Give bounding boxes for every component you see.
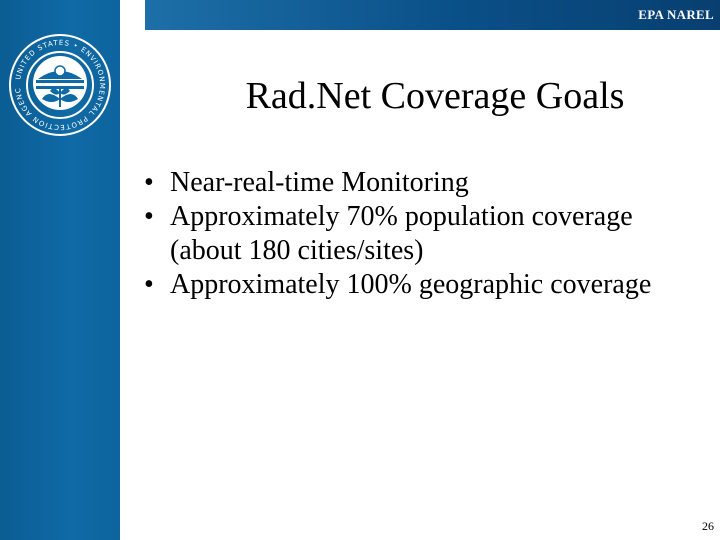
seal-ring-text: UNITED STATES • ENVIRONMENTAL PROTECTION AGENC — [13, 38, 107, 132]
epa-seal-icon — [8, 33, 112, 137]
bullet-list — [140, 166, 710, 302]
bullet-item: • Approximately 70% population coverage (about 180 cities/sites) — [140, 200, 710, 268]
bullet-item: • Approximately 100% geographic coverage — [140, 268, 710, 302]
slide-title: Rad.Net Coverage Goals — [245, 75, 625, 117]
header-label: EPA NAREL — [638, 7, 714, 22]
header-bar — [145, 0, 720, 30]
bullet-item: • Near-real-time Monitoring — [140, 166, 710, 200]
page-number: 26 — [702, 519, 714, 533]
